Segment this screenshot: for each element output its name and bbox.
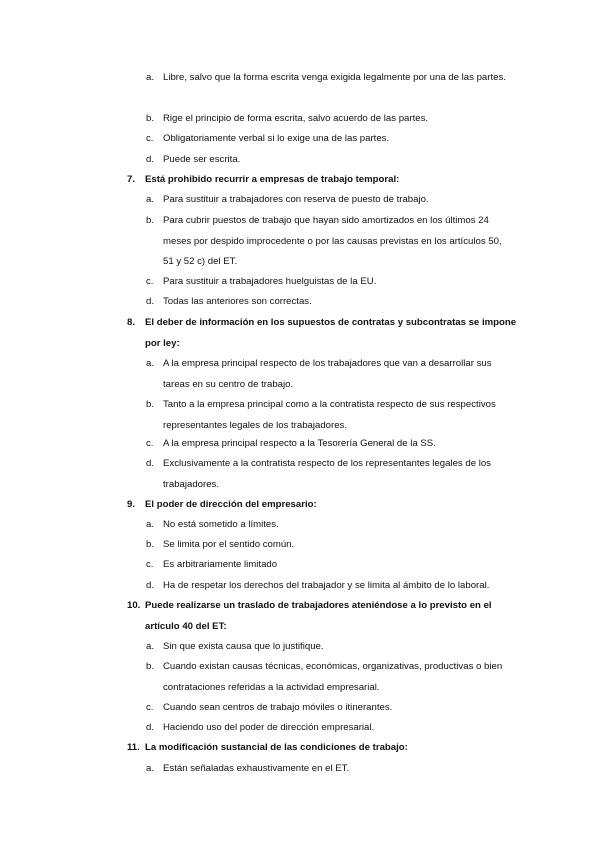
question-text: Puede realizarse un traslado de trabajadores ateniéndose a lo previsto en el artículo 40 del ET: bbox=[145, 600, 492, 632]
option-text: Cuando sean centros de trabajo móviles o itinerantes. bbox=[163, 702, 393, 713]
question-text: El deber de información en los supuestos de contratas y subcontratas se impone por ley: bbox=[145, 317, 517, 349]
option-9a bbox=[146, 515, 514, 536]
option-7a bbox=[146, 190, 514, 211]
question-11 bbox=[127, 738, 527, 759]
option-text: Libre, salvo que la forma escrita venga exigida legalmente por una de las partes. bbox=[163, 72, 506, 83]
option-letter: a. bbox=[146, 72, 155, 83]
option-text: Es arbitrariamente limitado bbox=[163, 559, 278, 570]
question-10 bbox=[127, 596, 527, 637]
option-text: A la empresa principal respecto a la Tesorería General de la SS. bbox=[163, 438, 436, 449]
option-6d bbox=[146, 150, 514, 171]
option-8c bbox=[146, 434, 514, 455]
option-letter: a. bbox=[146, 194, 155, 205]
option-text: Cuando existan causas técnicas, económicas, organizativas, productivas o bien contrataciones referidas a la actividad empresarial. bbox=[163, 661, 503, 693]
option-9b bbox=[146, 535, 514, 556]
option-letter: c. bbox=[146, 133, 154, 144]
option-text: Para sustituir a trabajadores huelguistas de la EU. bbox=[163, 276, 377, 287]
option-11a bbox=[146, 759, 514, 780]
option-letter: c. bbox=[146, 559, 154, 570]
option-9c bbox=[146, 555, 514, 576]
option-letter: b. bbox=[146, 539, 155, 550]
option-letter: c. bbox=[146, 276, 154, 287]
question-number: 8. bbox=[127, 317, 136, 328]
question-text: Está prohibido recurrir a empresas de trabajo temporal: bbox=[145, 174, 400, 185]
option-letter: b. bbox=[146, 661, 155, 672]
question-8 bbox=[127, 313, 527, 354]
question-7 bbox=[127, 170, 527, 191]
option-letter: b. bbox=[146, 215, 155, 226]
option-9d bbox=[146, 576, 518, 597]
option-8a bbox=[146, 354, 514, 395]
option-text: Puede ser escrita. bbox=[163, 154, 241, 165]
option-6a bbox=[146, 68, 514, 89]
option-7b bbox=[146, 211, 514, 273]
option-letter: a. bbox=[146, 641, 155, 652]
option-letter: a. bbox=[146, 519, 155, 530]
option-text: Ha de respetar los derechos del trabajador y se limita al ámbito de lo laboral. bbox=[163, 580, 490, 591]
option-text: No está sometido a límites. bbox=[163, 519, 279, 530]
option-7c bbox=[146, 272, 514, 293]
option-10d bbox=[146, 718, 514, 739]
option-text: Tanto a la empresa principal como a la contratista respecto de sus respectivos representantes legales de los trabajadores. bbox=[163, 399, 496, 431]
option-10a bbox=[146, 637, 514, 658]
option-text: A la empresa principal respecto de los trabajadores que van a desarrollar sus tareas en su centro de trabajo. bbox=[163, 358, 492, 390]
option-letter: d. bbox=[146, 458, 155, 469]
option-6c bbox=[146, 129, 514, 150]
option-letter: d. bbox=[146, 154, 155, 165]
option-text: Obligatoriamente verbal si lo exige una de las partes. bbox=[163, 133, 390, 144]
option-text: Están señaladas exhaustivamente en el ET. bbox=[163, 763, 350, 774]
option-letter: b. bbox=[146, 113, 155, 124]
option-letter: c. bbox=[146, 438, 154, 449]
option-letter: a. bbox=[146, 358, 155, 369]
option-10b bbox=[146, 657, 514, 698]
option-text: Para sustituir a trabajadores con reserva de puesto de trabajo. bbox=[163, 194, 429, 205]
option-text: Para cubrir puestos de trabajo que hayan sido amortizados en los últimos 24 meses por despido improcedente o por las causas previstas en los artículos 50, 51 y 52 c) del ET. bbox=[163, 215, 502, 267]
option-text: Sin que exista causa que lo justifique. bbox=[163, 641, 324, 652]
option-letter: d. bbox=[146, 296, 155, 307]
option-8d bbox=[146, 454, 514, 495]
option-text: Todas las anteriores son correctas. bbox=[163, 296, 312, 307]
option-text: Se limita por el sentido común. bbox=[163, 539, 295, 550]
question-text: El poder de dirección del empresario: bbox=[145, 499, 317, 510]
question-number: 9. bbox=[127, 499, 136, 510]
question-text: La modificación sustancial de las condiciones de trabajo: bbox=[145, 742, 408, 753]
option-letter: d. bbox=[146, 580, 155, 591]
question-number: 7. bbox=[127, 174, 136, 185]
option-letter: d. bbox=[146, 722, 155, 733]
question-number: 10. bbox=[127, 600, 141, 611]
option-letter: b. bbox=[146, 399, 155, 410]
question-9 bbox=[127, 495, 527, 516]
option-letter: a. bbox=[146, 763, 155, 774]
question-number: 11. bbox=[127, 742, 140, 753]
option-text: Exclusivamente a la contratista respecto de los representantes legales de los trabajadores. bbox=[163, 458, 491, 490]
option-letter: c. bbox=[146, 702, 154, 713]
option-text: Haciendo uso del poder de dirección empresarial. bbox=[163, 722, 375, 733]
option-8b bbox=[146, 395, 514, 436]
option-7d bbox=[146, 292, 514, 313]
option-text: Rige el principio de forma escrita, salvo acuerdo de las partes. bbox=[163, 113, 429, 124]
option-6b bbox=[146, 109, 514, 130]
option-10c bbox=[146, 698, 514, 719]
